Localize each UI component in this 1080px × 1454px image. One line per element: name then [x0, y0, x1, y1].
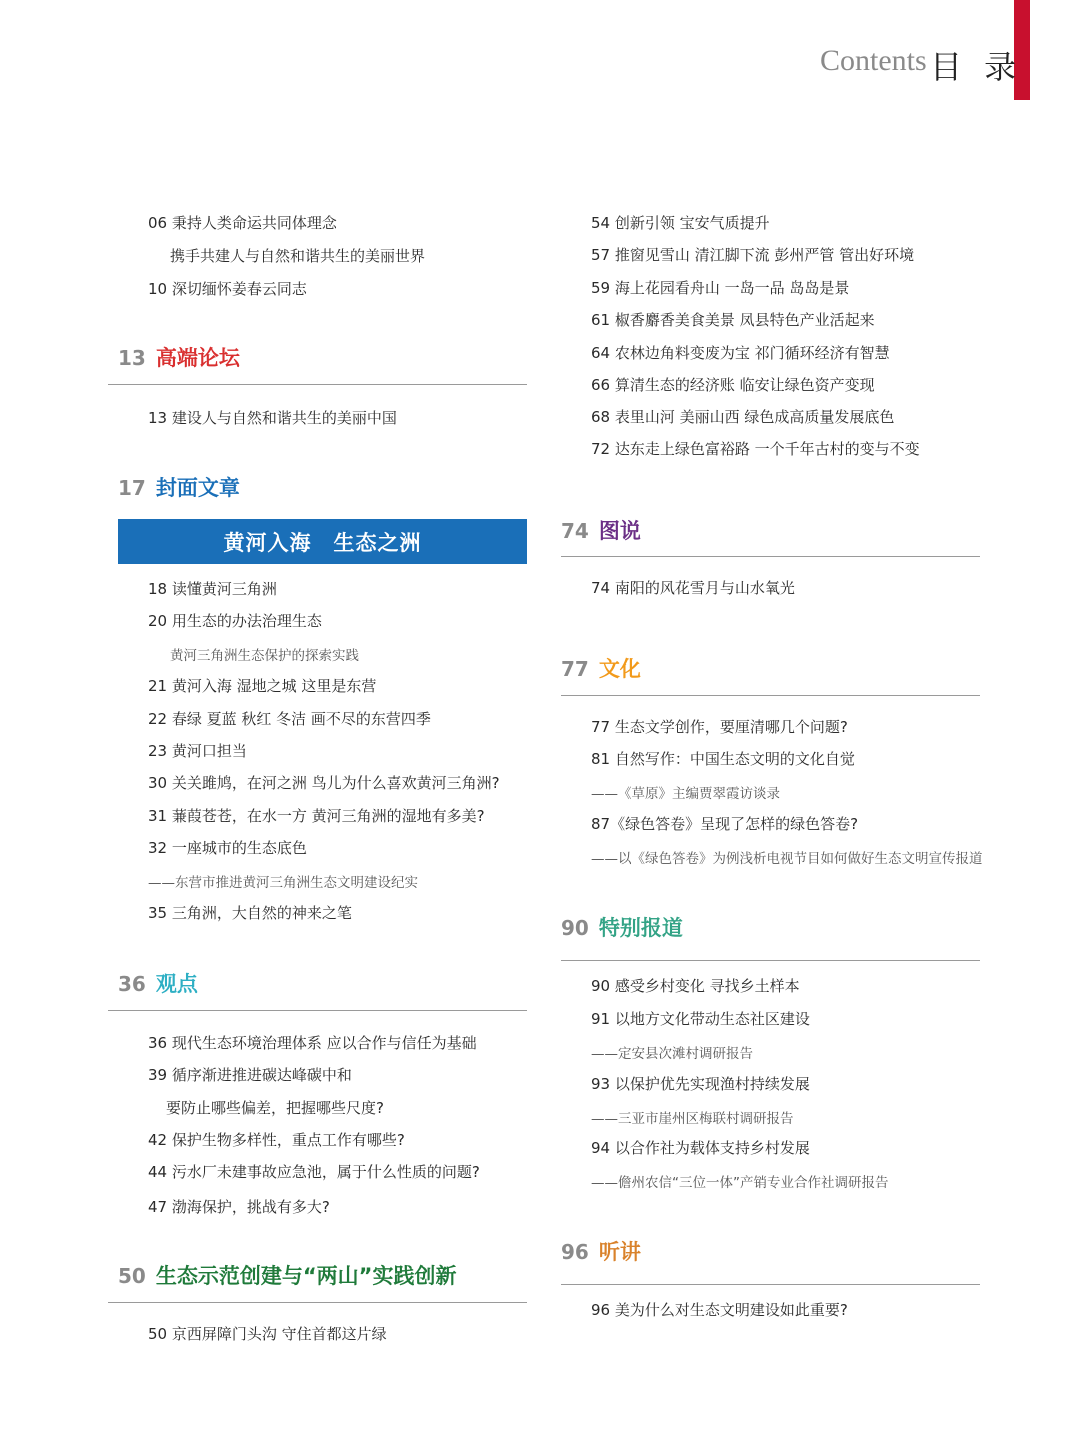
section-title: 高端论坛 [155, 346, 240, 370]
toc-item[interactable]: 77 生态文学创作，要厘清哪几个问题? [591, 718, 848, 736]
section-page-number: 74 [561, 519, 589, 543]
section-divider [108, 1010, 527, 1011]
section-heading-view[interactable] [118, 968, 198, 998]
section-title: 文化 [598, 657, 641, 681]
section-divider [108, 384, 527, 385]
section-title: 观点 [155, 972, 198, 996]
toc-item-subtitle: ——以《绿色答卷》为例浅析电视节目如何做好生态文明宣传报道 [591, 851, 983, 867]
section-divider [561, 1284, 980, 1285]
toc-item[interactable]: 61 椒香麝香美食美景 凤县特色产业活起来 [591, 311, 875, 329]
toc-item[interactable]: 87《绿色答卷》呈现了怎样的绿色答卷? [591, 815, 859, 833]
section-heading-eco[interactable] [118, 1260, 456, 1290]
section-page-number: 17 [118, 476, 146, 500]
toc-item[interactable]: 23 黄河口担当 [148, 742, 247, 760]
toc-item[interactable]: 93 以保护优先实现渔村持续发展 [591, 1075, 810, 1093]
toc-item[interactable]: 13 建设人与自然和谐共生的美丽中国 [148, 409, 397, 427]
section-title: 封面文章 [155, 476, 240, 500]
toc-item[interactable]: 72 达东走上绿色富裕路 一个千年古村的变与不变 [591, 440, 920, 458]
toc-item[interactable]: 94 以合作社为载体支持乡村发展 [591, 1139, 810, 1157]
toc-item-subline[interactable]: 要防止哪些偏差，把握哪些尺度? [166, 1099, 384, 1117]
toc-item[interactable]: 22 春绿 夏蓝 秋红 冬洁 画不尽的东营四季 [148, 710, 431, 728]
toc-item[interactable]: 42 保护生物多样性，重点工作有哪些? [148, 1131, 405, 1149]
toc-item-subtitle: ——三亚市崖州区梅联村调研报告 [591, 1111, 794, 1127]
toc-item[interactable]: 31 蒹葭苍苍，在水一方 黄河三角洲的湿地有多美? [148, 807, 485, 825]
toc-item-subtitle: ——东营市推进黄河三角洲生态文明建设纪实 [148, 875, 418, 891]
section-divider [561, 960, 980, 961]
toc-item[interactable]: 64 农林边角料变废为宝 祁门循环经济有智慧 [591, 344, 890, 362]
toc-item-subline[interactable]: 携手共建人与自然和谐共生的美丽世界 [170, 247, 426, 265]
toc-item[interactable]: 47 渤海保护，挑战有多大? [148, 1198, 330, 1216]
toc-item[interactable]: 90 感受乡村变化 寻找乡土样本 [591, 977, 800, 995]
toc-item[interactable]: 21 黄河入海 湿地之城 这里是东营 [148, 677, 377, 695]
section-heading-photo[interactable] [561, 515, 641, 545]
toc-item[interactable]: 96 美为什么对生态文明建设如此重要? [591, 1301, 848, 1319]
section-heading-cover[interactable] [118, 472, 240, 502]
toc-item[interactable]: 30 关关雎鸠，在河之洲 鸟儿为什么喜欢黄河三角洲? [148, 774, 500, 792]
toc-item[interactable]: 59 海上花园看舟山 一岛一品 岛岛是景 [591, 279, 850, 297]
toc-item-subtitle: 黄河三角洲生态保护的探索实践 [170, 648, 359, 664]
section-page-number: 13 [118, 346, 146, 370]
section-heading-culture[interactable] [561, 653, 641, 683]
toc-item[interactable]: 66 算清生态的经济账 临安让绿色资产变现 [591, 376, 875, 394]
toc-item[interactable]: 36 现代生态环境治理体系 应以合作与信任为基础 [148, 1034, 477, 1052]
section-heading-talk[interactable] [561, 1236, 641, 1266]
toc-item[interactable]: 68 表里山河 美丽山西 绿色成高质量发展底色 [591, 408, 895, 426]
toc-item[interactable]: 10 深切缅怀姜春云同志 [148, 280, 307, 298]
section-divider [108, 1302, 527, 1303]
toc-item[interactable]: 35 三角洲，大自然的神来之笔 [148, 904, 352, 922]
toc-item-subtitle: ——《草原》主编贾翠霞访谈录 [591, 786, 780, 802]
toc-item[interactable]: 91 以地方文化带动生态社区建设 [591, 1010, 810, 1028]
section-title: 图说 [598, 519, 641, 543]
toc-item[interactable]: 32 一座城市的生态底色 [148, 839, 307, 857]
section-page-number: 36 [118, 972, 146, 996]
cover-story-banner: 黄河入海 生态之洲 [118, 519, 527, 564]
header-contents-zh: 目 录 [930, 48, 1023, 86]
toc-item[interactable]: 20 用生态的办法治理生态 [148, 612, 322, 630]
toc-item-subtitle: ——儋州农信“三位一体”产销专业合作社调研报告 [591, 1175, 889, 1191]
toc-item[interactable]: 81 自然写作：中国生态文明的文化自觉 [591, 750, 855, 768]
toc-item[interactable]: 44 污水厂未建事故应急池，属于什么性质的问题? [148, 1163, 480, 1181]
section-page-number: 50 [118, 1264, 146, 1288]
section-divider [561, 695, 980, 696]
toc-item[interactable]: 74 南阳的风花雪月与山水氧光 [591, 579, 795, 597]
section-heading-special[interactable] [561, 912, 683, 942]
toc-item[interactable]: 18 读懂黄河三角洲 [148, 580, 277, 598]
section-page-number: 77 [561, 657, 589, 681]
toc-item[interactable]: 06 秉持人类命运共同体理念 [148, 214, 337, 232]
section-title: 听讲 [598, 1240, 641, 1264]
section-title: 特别报道 [598, 916, 683, 940]
toc-item[interactable]: 54 创新引领 宝安气质提升 [591, 214, 770, 232]
section-page-number: 96 [561, 1240, 589, 1264]
section-heading-forum[interactable] [118, 342, 240, 372]
toc-item[interactable]: 50 京西屏障门头沟 守住首都这片绿 [148, 1325, 387, 1343]
section-page-number: 90 [561, 916, 589, 940]
section-title: 生态示范创建与“两山”实践创新 [155, 1264, 457, 1288]
toc-item[interactable]: 39 循序渐进推进碳达峰碳中和 [148, 1066, 352, 1084]
section-divider [561, 556, 980, 557]
toc-item-subtitle: ——定安县次滩村调研报告 [591, 1046, 753, 1062]
toc-item[interactable]: 57 推窗见雪山 清江脚下流 彭州严管 管出好环境 [591, 246, 915, 264]
header-contents-en: Contents [820, 44, 927, 77]
